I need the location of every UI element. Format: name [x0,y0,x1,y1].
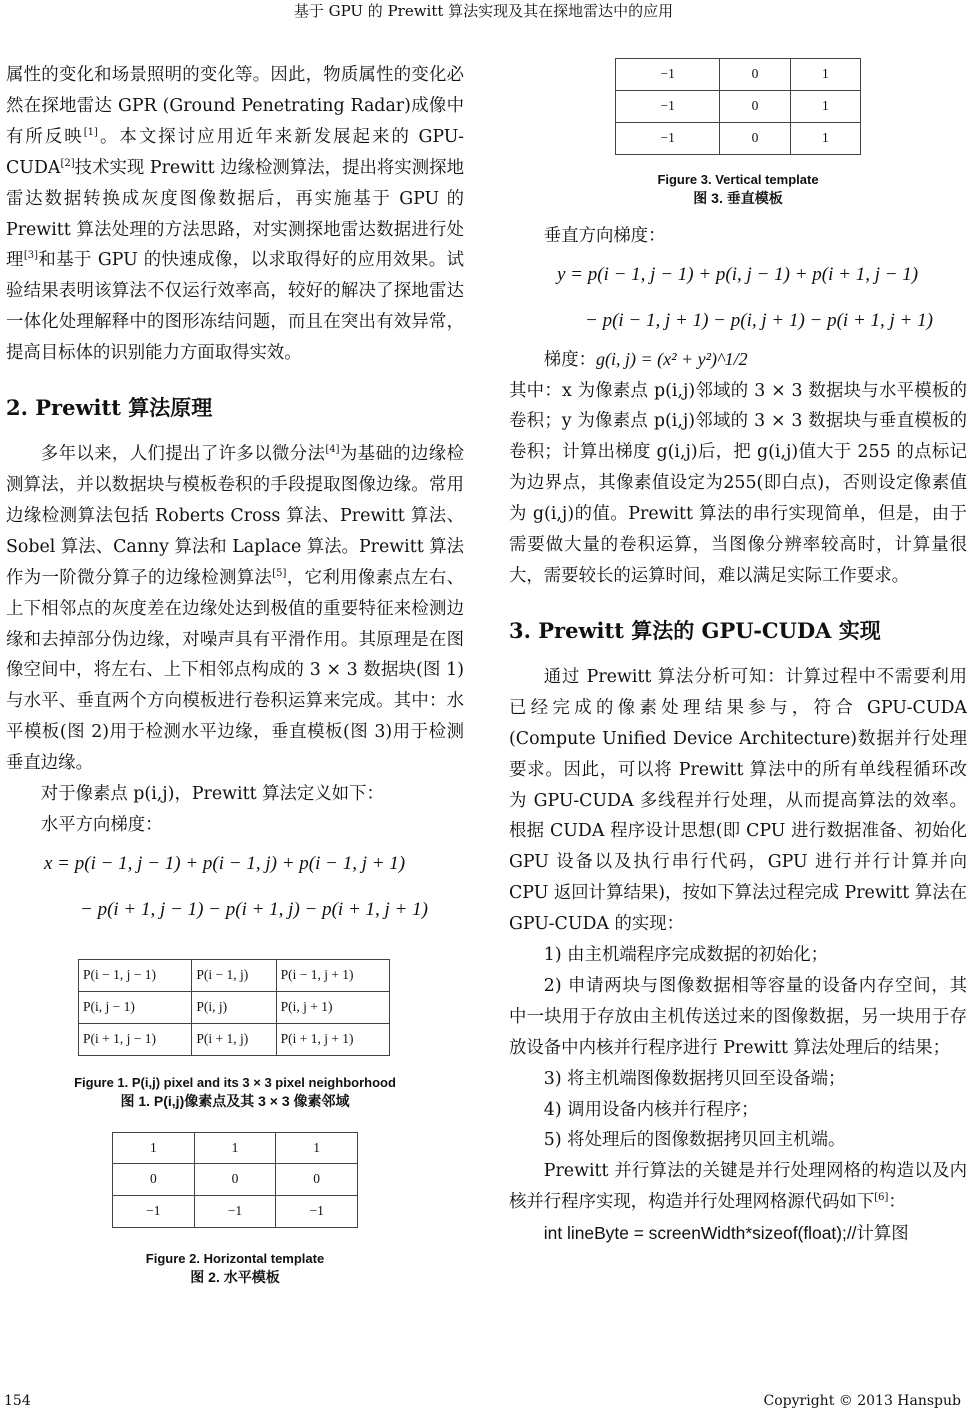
list-item: 2) 申请两块与图像数据相等容量的设备内存空间，其中一块用于存放由主机传送过来的图像数据，另一块用于存放设备中内核并行程序进行 Prewitt 算法处理后的结果； [509,975,967,1058]
table-cell: 0 [720,59,790,91]
grid-paragraph: Prewitt 并行算法的关键是并行处理网格的构造以及内核并行程序实现，构造并行处理网格源代码如下[6]： [509,1161,967,1213]
table-cell: P(i + 1, j + 1) [276,1023,389,1055]
table-row [616,90,861,122]
section-3-title: 3. Prewitt 算法的 GPU-CUDA 实现 [509,617,881,643]
table-cell: 0 [720,90,790,122]
table-cell: P(i, j − 1) [79,991,192,1023]
table-row [616,122,861,154]
table-cell: P(i − 1, j) [192,959,276,991]
table-row [113,1196,358,1228]
figure-3-caption: Figure 3. Vertical template 图 3. 垂直模板 [657,171,819,206]
equation-x-line2: − p(i + 1, j − 1) − p(i + 1, j) − p(i + 1, j + 1) [80,898,428,920]
table-cell: P(i, j) [192,991,276,1023]
table-cell: 1 [790,90,860,122]
explanation-paragraph: 其中：x 为像素点 p(i,j)邻域的 3 × 3 数据块与水平模板的卷积；y 为像素点 p(i,j)邻域的 3 × 3 数据块与垂直模板的卷积；计算出梯度 g(i,j)后，把 g(i,j)值大于 255 的点标记为边界点，其像素值设定为255(即白点)，否则设定像素值为 g(i,j)的值。Prewitt 算法的串行实现简单，但是，由于需要做大量的卷积运算，当图像分辨率较高时，计算量很大，需要较长的运算时间，难以满足实际工作要求。 [509,380,967,586]
table-row [79,959,390,991]
equation-y-line2: − p(i − 1, j + 1) − p(i, j + 1) − p(i + 1, j + 1) [585,309,933,331]
section-2-title: 2. Prewitt 算法原理 [6,395,213,421]
table-cell: 1 [790,59,860,91]
table-cell: 1 [194,1132,276,1164]
table-row [113,1164,358,1196]
table-cell: 0 [720,122,790,154]
figure-1-caption: Figure 1. P(i,j) pixel and its 3 × 3 pixel neighborhood 图 1. P(i,j)像素点及其 3 × 3 像素邻域 [74,1074,396,1109]
running-title: 基于 GPU 的 Prewitt 算法实现及其在探地雷达中的应用 [293,2,674,20]
table-cell: −1 [616,59,720,91]
table-cell: P(i, j + 1) [276,991,389,1023]
table-row [79,1023,390,1055]
left-column [6,60,464,1286]
intro-paragraph: 属性的变化和场景照明的变化等。因此，物质属性的变化必然在探地雷达 GPR (Ground Penetrating Radar)成像中有所反映[1]。本文探讨应用近年来新发展起来的 GPU-CUDA[2]技术实现 Prewitt 边缘检测算法，提出将实测探地雷达数据转换成灰度图像数据后，再实施基于 GPU 的 Prewitt 算法处理的方法思路，对实测探地雷达数据进行处理[3]和基于 GPU 的快速成像，以求取得好的应用效果。试验结果表明该算法不仅运行效率高，较好的解决了探地雷达一体化处理解释中的图形冻结问题，而且在突出有效异常，提高目标体的识别能力方面取得实效。 [6,65,464,364]
table-cell: P(i − 1, j − 1) [79,959,192,991]
table-cell: −1 [276,1196,358,1228]
list-item: 1) 由主机端程序完成数据的初始化； [543,945,829,966]
vertical-gradient-label: 垂直方向梯度： [543,225,666,246]
figure-2-caption: Figure 2. Horizontal template 图 2. 水平模板 [145,1251,325,1286]
table-row [616,59,861,91]
table-cell: −1 [616,122,720,154]
table-cell: P(i + 1, j − 1) [79,1023,192,1055]
table-row [113,1132,358,1164]
list-item: 3) 将主机端图像数据拷贝回至设备端； [543,1068,846,1089]
table-cell: 0 [113,1164,195,1196]
table-cell: −1 [194,1196,276,1228]
page-number: 154 [4,1393,31,1409]
table-cell: −1 [113,1196,195,1228]
table-cell: −1 [616,90,720,122]
right-column [509,58,967,1249]
table-cell: 1 [276,1132,358,1164]
table-cell: 0 [276,1164,358,1196]
figure-1-neighborhood-table [78,959,390,1056]
table-row [79,991,390,1023]
equation-y-line1: y = p(i − 1, j − 1) + p(i, j − 1) + p(i + 1, j − 1) [557,263,919,285]
code-line: int lineByte = screenWidth*sizeof(float);//计算图 [543,1223,909,1244]
gradient-formula: 梯度：g(i, j) = (x² + y²)^1/2 [543,348,748,370]
equation-x-line1: x = p(i − 1, j − 1) + p(i − 1, j) + p(i − 1, j + 1) [44,852,406,874]
table-cell: 1 [113,1132,195,1164]
list-item: 4) 调用设备内核并行程序； [543,1099,759,1120]
figure-3-vertical-template [615,58,861,155]
horizontal-gradient-label: 水平方向梯度： [40,814,163,835]
table-cell: 1 [790,122,860,154]
table-cell: P(i − 1, j + 1) [276,959,389,991]
copyright-notice: Copyright © 2013 Hanspub [763,1393,961,1409]
table-cell: P(i + 1, j) [192,1023,276,1055]
definition-paragraph: 对于像素点 p(i,j)，Prewitt 算法定义如下： [40,784,384,805]
list-item: 5) 将处理后的图像数据拷贝回主机端。 [543,1130,846,1151]
table-cell: 0 [194,1164,276,1196]
principle-paragraph: 多年以来，人们提出了许多以微分法[4]为基础的边缘检测算法，并以数据块与模板卷积的手段提取图像边缘。常用边缘检测算法包括 Roberts Cross 算法、Prewitt 算法、Sobel 算法、Canny 算法和 Laplace 算法。Prewitt 算法作为一阶微分算子的边缘检测算法[5]，它利用像素点左右、上下相邻点的灰度差在边缘处达到极值的重要特征来检测边缘和去掉部分伪边缘，对噪声具有平滑作用。其原理是在图像空间中，将左右、上下相邻点构成的 3 × 3 数据块(图 1)与水平、垂直两个方向模板进行卷积运算来完成。其中：水平模板(图 2)用于检测水平边缘，垂直模板(图 3)用于检测垂直边缘。 [6,444,464,774]
gpu-paragraph: 通过 Prewitt 算法分析可知：计算过程中不需要利用已经完成的像素处理结果参与，符合 GPU-CUDA (Compute Unified Device Architecture)数据并行处理要求。因此，可以将 Prewitt 算法中的所有单线程循环改为 GPU-CUDA 多线程并行处理，从而提高算法的效率。根据 CUDA 程序设计思想(即 CPU 进行数据准备、初始化 GPU 设备以及执行串行代码，GPU 进行并行计算并向 CPU 返回计算结果)，按如下算法过程完成 Prewitt 算法在 GPU-CUDA 的实现： [509,666,967,935]
figure-2-horizontal-template [112,1132,358,1229]
